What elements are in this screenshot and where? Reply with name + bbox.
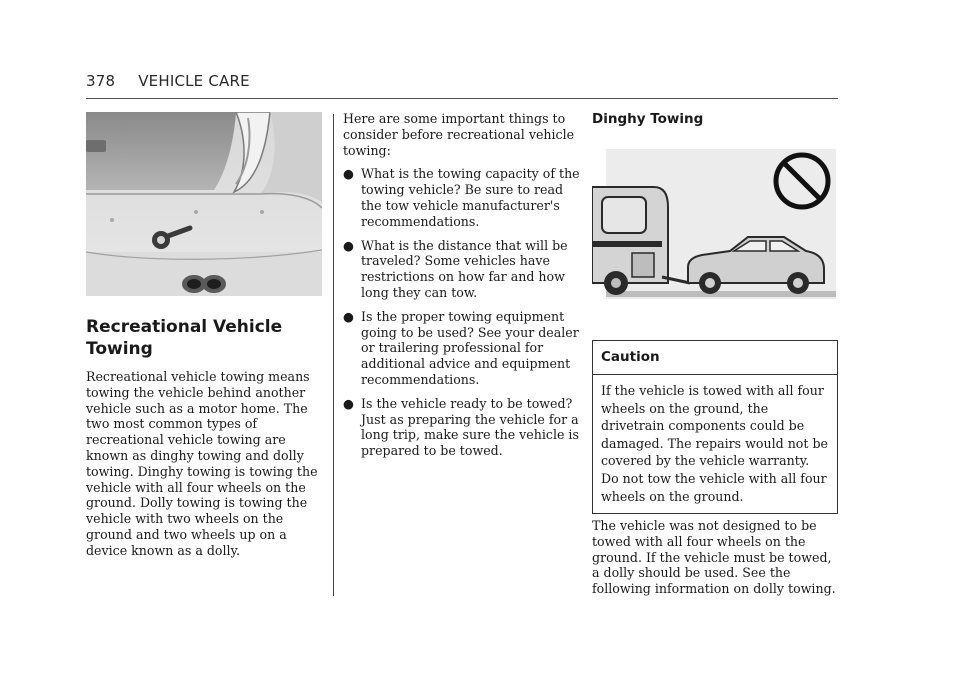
caution-title: Caution <box>593 341 837 375</box>
bullet-icon: ● <box>343 308 354 324</box>
bullet-icon: ● <box>343 237 354 253</box>
considerations-intro: Here are some important things to consider before recreational vehicle towing: <box>343 111 575 158</box>
list-item-text: Is the proper towing equipment going to be used? See your dealer or trailering professional for additional advice and equipment recommendations. <box>361 308 579 387</box>
bullet-icon: ● <box>343 166 354 182</box>
list-item <box>343 396 581 459</box>
column-considerations <box>343 111 581 459</box>
heading-line-2: Towing <box>86 339 153 359</box>
bullet-icon: ● <box>343 395 354 411</box>
page-header <box>86 72 838 90</box>
page-number: 378 <box>86 72 116 90</box>
caution-text: If the vehicle is towed with all four wheels on the ground, the drivetrain components could be damaged. The repairs would not be covered by the vehicle warranty. Do not tow the vehicle with all four wheels on the ground. <box>601 383 828 504</box>
list-item-text: What is the distance that will be traveled? Some vehicles have restrictions on how far and how long they can tow. <box>361 237 568 300</box>
list-item <box>343 166 581 229</box>
dinghy-towing-heading: Dinghy Towing <box>592 111 704 127</box>
recreational-towing-heading <box>86 316 322 360</box>
list-item-text: What is the towing capacity of the towing vehicle? Be sure to read the tow vehicle manufacturer's recommendations. <box>361 166 580 229</box>
section-title: VEHICLE CARE <box>138 72 250 90</box>
heading-line-1: Recreational Vehicle <box>86 317 283 337</box>
list-item <box>343 309 581 388</box>
column-recreational <box>86 112 322 559</box>
dinghy-towing-prohibited-illustration <box>592 149 836 319</box>
column-divider <box>333 114 334 596</box>
column-dinghy <box>592 111 840 597</box>
list-item <box>343 238 581 301</box>
list-item-text: Is the vehicle ready to be towed? Just as preparing the vehicle for a long trip, make sure the vehicle is prepared to be towed. <box>361 395 579 459</box>
dinghy-towing-paragraph: The vehicle was not designed to be towed with all four wheels on the ground. If the vehicle must be towed, a dolly should be used. See the following information on dolly towing. <box>592 518 836 597</box>
header-divider <box>86 98 838 99</box>
rear-bumper-tow-hitch-illustration <box>86 112 322 296</box>
considerations-list <box>343 166 581 459</box>
recreational-towing-paragraph: Recreational vehicle towing means towing the vehicle behind another vehicle such as a motor home. The two most common types of recreational vehicle towing are known as dinghy towing and dolly towing. Dinghy towing is towing the vehicle with all four wheels on the ground. Dolly towing is towing the vehicle with two wheels on the ground and two wheels up on a device known as a dolly. <box>86 369 318 558</box>
caution-box <box>592 340 838 514</box>
